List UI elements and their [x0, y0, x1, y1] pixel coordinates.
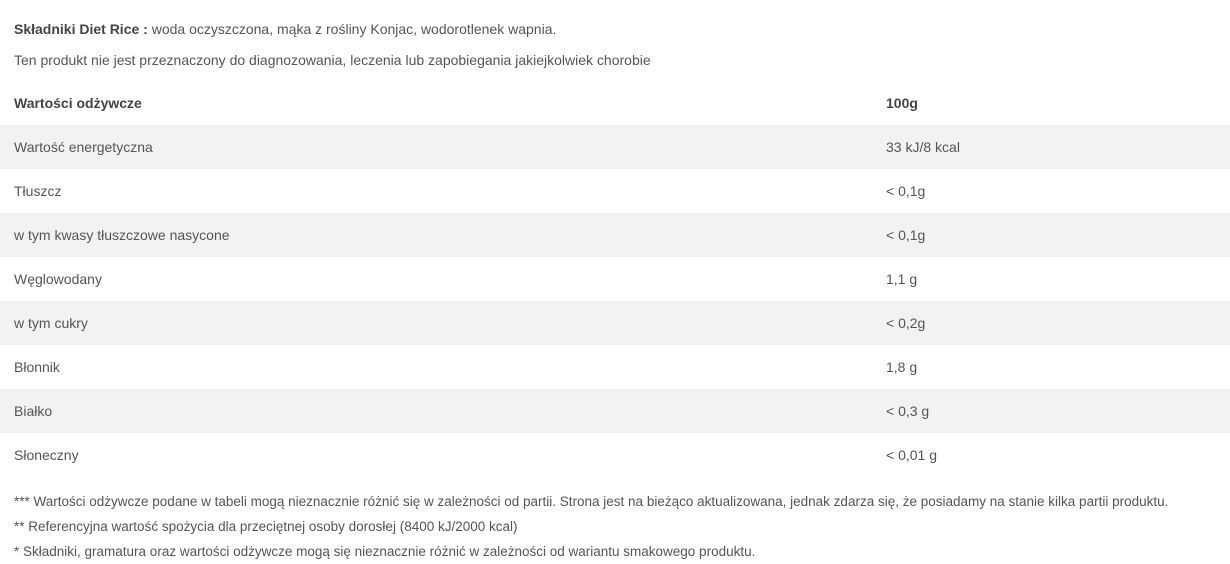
- nutrient-name: w tym cukry: [0, 301, 872, 345]
- nutrient-name: Słoneczny: [0, 433, 872, 477]
- nutrient-value: 33 kJ/8 kcal: [872, 125, 1230, 169]
- nutrient-value: < 0,1g: [872, 213, 1230, 257]
- ingredients-line: [14, 18, 1216, 40]
- ingredients-label: Składniki Diet Rice :: [14, 21, 148, 37]
- table-row: [0, 433, 1230, 477]
- nutrient-name: Błonnik: [0, 345, 872, 389]
- footnote-flavour-variant: * Składniki, gramatura oraz wartości odżywcze mogą się nieznacznie różnić w zależności od wariantu smakowego produktu.: [14, 544, 756, 559]
- ingredients-text: woda oczyszczona, mąka z rośliny Konjac, wodorotlenek wapnia.: [147, 21, 557, 37]
- table-row: [0, 169, 1230, 213]
- table-row: [0, 257, 1230, 301]
- nutrient-value: < 0,1g: [872, 169, 1230, 213]
- table-row: [0, 213, 1230, 257]
- nutrient-value: 1,1 g: [872, 257, 1230, 301]
- table-row: [0, 345, 1230, 389]
- nutrient-name: Białko: [0, 389, 872, 433]
- nutrient-name: Tłuszcz: [0, 169, 872, 213]
- nutrition-table-head: [0, 81, 1230, 125]
- column-header-nutrient: Wartości odżywcze: [0, 81, 872, 125]
- footnote-reference-intake: ** Referencyjna wartość spożycia dla przeciętnej osoby dorosłej (8400 kJ/2000 kcal): [14, 519, 518, 534]
- table-row: [0, 301, 1230, 345]
- nutrient-name: Wartość energetyczna: [0, 125, 872, 169]
- table-row: [0, 125, 1230, 169]
- nutrient-value: < 0,01 g: [872, 433, 1230, 477]
- nutrition-table: [0, 81, 1230, 477]
- nutrition-table-body: [0, 125, 1230, 477]
- nutrient-value: 1,8 g: [872, 345, 1230, 389]
- intro-block: [0, 18, 1230, 71]
- nutrient-name: Węglowodany: [0, 257, 872, 301]
- health-disclaimer: Ten produkt nie jest przeznaczony do diagnozowania, leczenia lub zapobiegania jakiejkolwiek chorobie: [14, 52, 651, 68]
- column-header-amount: 100g: [872, 81, 1230, 125]
- nutrient-name: w tym kwasy tłuszczowe nasycone: [0, 213, 872, 257]
- footnote-batch-variation: *** Wartości odżywcze podane w tabeli mogą nieznacznie różnić się w zależności od partii. Strona jest na bieżąco aktualizowana, jednak zdarza się, że posiadamy na stanie kilka partii produktu.: [14, 494, 1169, 509]
- nutrient-value: < 0,2g: [872, 301, 1230, 345]
- footnotes-block: [0, 477, 1230, 564]
- table-row: [0, 389, 1230, 433]
- nutrient-value: < 0,3 g: [872, 389, 1230, 433]
- table-header-row: [0, 81, 1230, 125]
